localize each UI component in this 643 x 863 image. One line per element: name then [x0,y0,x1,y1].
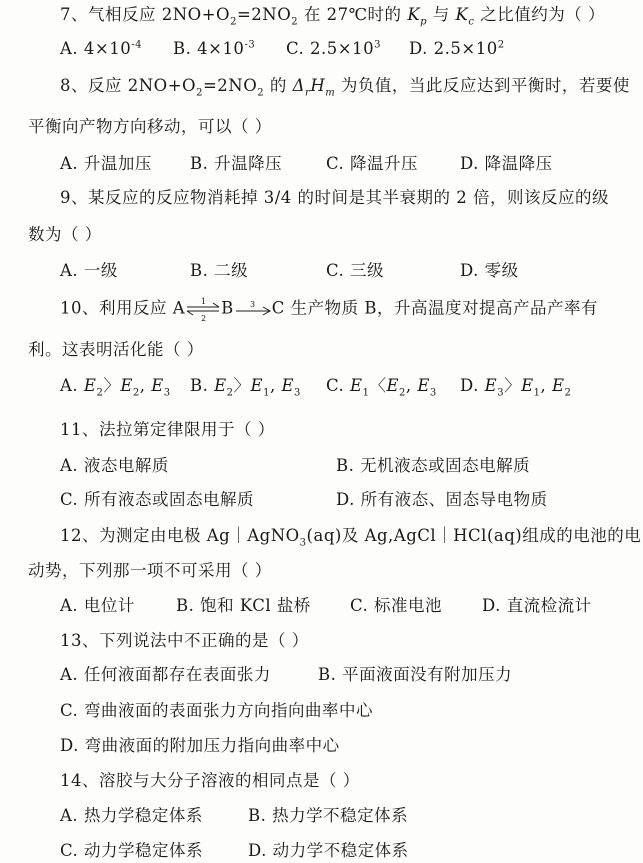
q13-option-d: D. 弯曲液面的附加压力指向曲率中心 [60,736,340,755]
q14-option-c: C. 动力学稳定体系 [60,841,204,860]
q14-option-d: D. 动力学不稳定体系 [248,841,409,860]
q7-sub-1: 2 [230,16,237,28]
q7-option-d: D. $2.5\times 10^2$ [409,39,505,58]
q7-option-a: A. $4\times 10^{-4}$ [60,39,142,58]
q9-option-a: A. 一级 [60,261,118,280]
question-11-stem: 11、法拉第定律限用于（ ） [60,420,275,439]
q11-option-d: D. 所有液态、固态导电物质 [336,490,548,509]
question-9-stem-line-2: 数为（ ） [28,225,102,244]
question-9-stem: 9、某反应的反应物消耗掉 3/4 的时间是其半衰期的 2 倍，则该反应的级 [60,188,610,207]
question-8-stem-line-2: 平衡向产物方向移动，可以（ ） [28,117,272,136]
q8-option-b: B. 升温降压 [190,154,283,173]
q10-option-b: B. $E_2$〉$E_1$, $E_3$ [190,376,301,399]
equilibrium-arrow-icon [185,296,221,322]
q7-tail: 之比值约为（ ） [474,5,605,24]
question-7-stem [60,4,605,26]
rate-label-k3: 3 [249,300,256,309]
q12-option-c: C. 标准电池 [350,596,443,615]
question-8-stem: 8、反应 $2NO+O_2=2NO_2$ 的 $\Delta_rH_m$ 为负值，当此反应达到平衡时，若要使 [60,76,630,99]
q8-option-a: A. 升温加压 [60,154,152,173]
q11-option-b: B. 无机液态或固态电解质 [336,456,531,475]
q8-option-d: D. 降温降压 [460,154,553,173]
q13-option-b: B. 平面液面没有附加压力 [318,665,513,684]
question-14-stem: 14、溶胶与大分子溶液的相同点是（ ） [60,771,360,790]
question-12-stem: 12、为测定由电极 Ag｜AgNO$_3$(aq)及 Ag,AgCl｜HCl(aq)组成的电池的电 [60,526,642,549]
rate-label-k2: 2 [201,314,207,322]
question-10-stem: 10、利用反应 A 1 2 B 3 C 生产物质 B，升高温度对提高产品产率有 [60,297,599,322]
q11-option-c: C. 所有液态或固态电解质 [60,490,255,509]
q14-option-a: A. 热力学稳定体系 [60,806,203,825]
q10-option-c: C. $E_1$〈$E_2$, $E_3$ [326,376,437,399]
q12-option-a: A. 电位计 [60,596,135,615]
forward-arrow-icon [234,298,272,320]
question-12-stem-line-2: 动势，下列那一项不可采用（ ） [28,561,272,580]
q7-option-c: C. $2.5\times 10^3$ [286,39,381,58]
q13-option-a: A. 任何液面都存在表面张力 [60,665,271,684]
q7-kp-sub: p [420,16,428,28]
q7-with: 与 [427,5,456,24]
q11-option-a: A. 液态电解质 [60,456,169,475]
question-13-stem: 13、下列说法中不正确的是（ ） [60,631,309,650]
q14-option-b: B. 热力学不稳定体系 [248,806,409,825]
q12-option-d: D. 直流检流计 [482,596,592,615]
q8-delta: Δ [292,76,306,95]
q8-option-c: C. 降温升压 [326,154,419,173]
q13-option-c: C. 弯曲液面的表面张力方向指向曲率中心 [60,701,374,720]
q7-kc: K [455,5,469,24]
q7-sub-2: 2 [291,16,299,28]
q9-option-b: B. 二级 [190,261,249,280]
q7-text-1: 7、气相反应 2NO+O [60,5,231,24]
question-10-stem-line-2: 利。这表明活化能（ ） [28,340,204,359]
q9-option-d: D. 零级 [460,261,519,280]
q12-option-b: B. 饱和 KCl 盐桥 [176,596,311,615]
rate-label-k1: 1 [201,297,207,306]
q9-option-c: C. 三级 [326,261,385,280]
q7-kp: K [407,5,421,24]
q10-option-a: A. $E_2$〉$E_2$, $E_3$ [60,376,171,399]
q7-text-2: =2NO [236,5,292,24]
q10-option-d: D. $E_3$〉$E_1$, $E_2$ [460,376,572,399]
q7-kc-sub: c [468,16,475,28]
q7-option-b: B. $4\times 10^{-3}$ [173,39,256,58]
q7-text-3: 在 27℃时的 [298,5,408,24]
